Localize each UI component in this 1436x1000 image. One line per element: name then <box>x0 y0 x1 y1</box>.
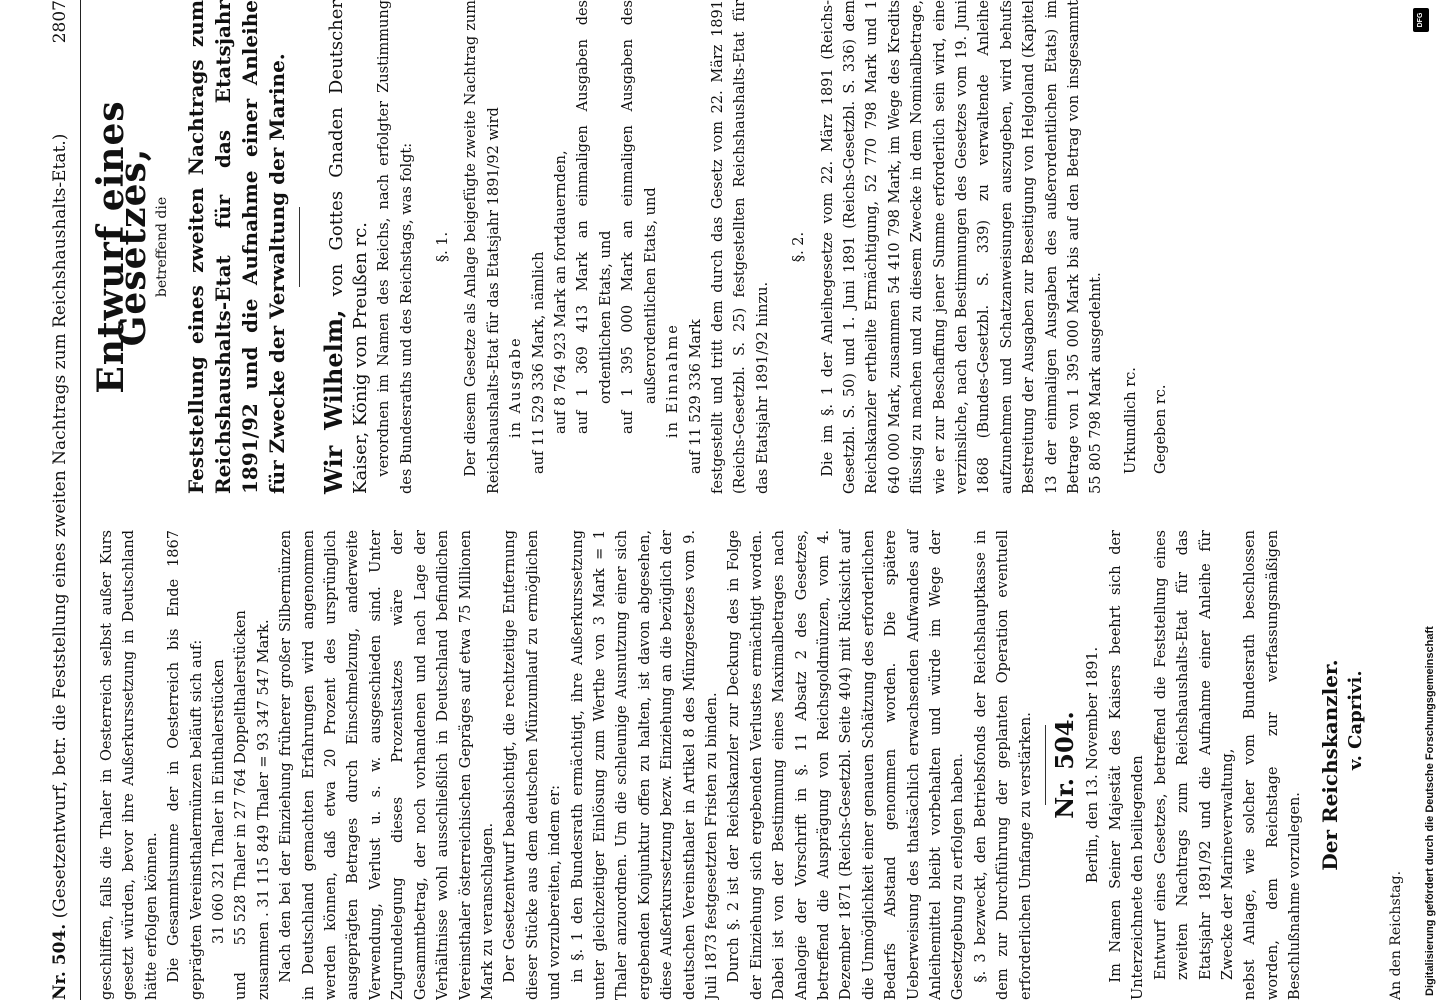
budget-item: auf 8 764 923 Mark an fortdauernden, <box>553 150 570 434</box>
budget-total: auf 11 529 336 Mark <box>687 319 704 474</box>
paragraph: geschliffen, falls die Thaler in Oesterreich selbst außer Kurs gesetzt würden, bevor ihre Außerkurssetzung in Deutschland hätte erfolgen können. <box>99 530 160 1000</box>
section-heading: §. 2. <box>791 231 808 263</box>
paragraph: nebst Anlage, wie solcher vom Bundesrath beschlossen worden, dem Reichstage zur verfassungsmäßigen Beschlußnahme vorzulegen. <box>1242 530 1304 1000</box>
header-title: (Gesetzentwurf, betr. die Feststellung eines zweiten Nachtrags zum Reichshaushalts-Etat.) <box>50 133 70 919</box>
digitization-credit: Digitalisierung gefördert durch die Deutsche Forschungsgemeinschaft <box>1424 626 1436 996</box>
signature-name: v. Caprivi. <box>1344 670 1366 770</box>
emperor-name: Wir Wilhelm, <box>319 309 349 494</box>
section-number: Nr. 504. <box>1050 711 1080 819</box>
emperor-title: von Gottes Gnaden Deutscher Kaiser, König von Preußen rc. <box>326 0 372 494</box>
section-heading: §. 1. <box>435 231 452 263</box>
paragraph: Die im §. 1 der Anleihegesetze vom 22. März 1891 (Reichs-Gesetzbl. S. 50) und 1. Juni 1891 (Reichs-Gesetzbl. S. 336) dem Reichskanzler ertheilte Ermächtigung, 52 770 798 Mark und 1 640 000 Mark, zusammen 54 410 798 Mark, im Wege des Kredits flüssig zu machen und zu diesem Zwecke in dem Nominalbetrage, wie er zur Beschaffung jener Summe erforderlich sein wird, eine verzinsliche, nach den Bestimmungen des Gesetzes vom 19. Juni 1868 (Bundes-Gesetzbl. S. 339) zu verwaltende Anleihe aufzunehmen und Schatzanweisungen auszugeben, wird behufs Bestreitung der Ausgaben zur Beseitigung von Helgoland (Kapitel 13 der einmaligen Ausgaben des außerordentlichen Etats) im Betrage von 1 395 000 Mark bis auf den Betrag von insgesammt 55 805 798 Mark ausgedehnt. <box>819 0 1105 494</box>
closing-formula: Urkundlich rc. <box>1122 367 1139 474</box>
paragraph: Die Gesammtsumme der in Oesterreich bis Ende 1867 geprägten Vereinsthalermünzen beläuft sich auf: <box>166 530 205 1000</box>
paragraph: festgestellt und tritt dem durch das Gesetz vom 22. März 1891 (Reichs-Gesetzbl. S. 25) festgestellten Reichshaushalts-Etat für das Etatsjahr 1891/92 hinzu. <box>709 0 771 494</box>
closing-formula: Gegeben rc. <box>1153 384 1170 474</box>
signature-title: Der Reichskanzler. <box>1317 659 1342 871</box>
paragraph: Der Gesetzentwurf beabsichtigt, die rechtzeitige Entfernung dieser Stücke aus dem deutschen Münzumlauf zu ermöglichen und vorzubereiten, indem er: <box>502 530 564 1000</box>
rotated-document-page <box>40 0 1410 1000</box>
budget-item: auf 1 369 413 Mark an einmaligen Ausgaben des ordentlichen Etats, und <box>575 0 614 434</box>
addressee: An den Reichstag. <box>1388 870 1405 1000</box>
left-column <box>96 530 1430 1000</box>
budget-item: auf 1 395 000 Mark an einmaligen Ausgaben des außerordentlichen Etats, und <box>620 0 659 434</box>
paragraph: §. 3 bezweckt, den Betriebsfonds der Reichshauptkasse in dem zur Durchführung der geplanten Operation eventuell erforderlichen Umfange zu verstärken. <box>972 530 1034 1000</box>
dateline: Berlin, den 13. November 1891. <box>1085 646 1102 884</box>
page-number: 2807 <box>50 0 70 44</box>
logo-text: DFG <box>1417 12 1424 28</box>
paragraph: Durch §. 2 ist der Reichskanzler zur Deckung des in Folge der Einziehung sich ergebenden Verlustes ermächtigt worden. Dabei ist von der Bestimmung eines Maximalbetrages nach Analogie der Vorschrift in §. 11 Absatz 2 des Gesetzes, betreffend die Ausprägung von Reichsgoldmünzen, vom 4. Dezember 1871 (Reichs-Gesetzbl. Seite 404) mit Rücksicht auf die Unmöglichkeit einer genauen Schätzung des erforderlichen Bedarfs Abstand genommen worden. Die spätere Ueberweisung des thatsächlich erwachsenden Aufwandes auf Anleihemittel bleibt vorbehalten und würde im Wege der Gesetzgebung zu erfolgen haben. <box>726 530 967 1000</box>
bill-title: Entwurf eines Gesetzes, <box>90 100 155 394</box>
betreffend: betreffend die <box>153 196 170 298</box>
divider <box>299 207 300 287</box>
budget-heading: in Einnahme <box>665 323 682 438</box>
law-reference: Entwurf eines Gesetzes, betreffend die Feststellung eines zweiten Nachtrags zum Reichshaushalts-Etat für das Etatsjahr 1891/92 und die Aufnahme einer Anleihe für Zwecke der Marineverwaltung, <box>1152 530 1236 980</box>
coin-line: 31 060 321 Thaler in Einthalerstücken <box>211 659 228 944</box>
law-title: Feststellung eines zweiten Nachtrags zum Reichshaushalts-Etat für das Etatsjahr 1891/92 und die Aufnahme einer Anleihe für Zwecke der Verwaltung der Marine. <box>184 0 290 494</box>
paragraph: verordnen im Namen des Reichs, nach erfolgter Zustimmung des Bundesraths und des Reichstags, was folgt: <box>376 0 415 494</box>
dfg-logo-icon <box>1413 8 1429 32</box>
right-column <box>90 0 1173 494</box>
coin-total: zusammen . 31 115 849 Thaler = 93 347 547 Mark. <box>255 619 272 1000</box>
enactment-formula <box>319 0 373 494</box>
paragraph: in §. 1 den Bundesrath ermächtigt, ihre Außerkurssetzung unter gleichzeitiger Einlösung zum Werthe von 3 Mark = 1 Thaler anzuordnen. Um die schleunige Ausnutzung einer sich ergebenden Konjunktur offen zu halten, ist davon abgesehen, diese Außerkurssetzung bezw. Einziehung an die bezüglich der deutschen Vereinsthaler in Artikel 8 des Münzgesetzes vom 9. Juli 1873 festgesetzten Fristen zu binden. <box>569 530 720 1000</box>
paragraph: Der diesem Gesetze als Anlage beigefügte zweite Nachtrag zum Reichshaushalts-Etat für das Etatsjahr 1891/92 wird <box>463 0 502 494</box>
paragraph: Im Namen Seiner Majestät des Kaisers beehrt sich der Unterzeichnete den beiliegenden <box>1107 530 1147 1000</box>
paragraph: Nach den bei der Einziehung früherer großer Silbermünzen in Deutschland gemachten Erfahrungen wird angenommen werden können, daß etwa 20 Prozent des ursprünglich ausgeprägten Betrages durch Einschmelzung, anderweite Verwendung, Verlust u. s. w. ausgeschieden sind. Unter Zugrundelegung dieses Prozentsatzes wäre der Gesammtbetrag, der noch vorhandenen und nach Lage der Verhältnisse wohl ausschließlich in Deutschland befindlichen Vereinsthaler österreichischen Gepräges auf etwa 75 Millionen Mark zu veranschlagen. <box>278 530 496 1000</box>
coin-line-prefix: und <box>233 972 250 1000</box>
budget-heading: in Ausgabe <box>508 336 525 438</box>
coin-line-value: 55 528 Thaler in 27 764 Doppelthalerstücken <box>233 610 250 946</box>
divider <box>1045 725 1046 805</box>
budget-total: auf 11 529 336 Mark, nämlich <box>530 251 547 474</box>
page-header <box>40 0 81 1000</box>
header-nr: Nr. 504. <box>50 923 70 1000</box>
coin-line <box>230 530 252 1000</box>
